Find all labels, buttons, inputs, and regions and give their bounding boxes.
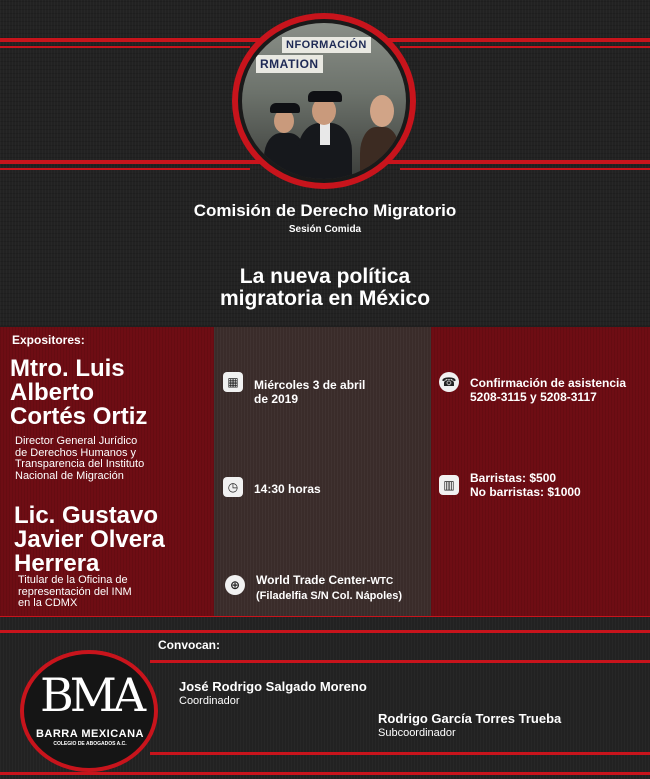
- officer-shirt: [320, 123, 330, 145]
- speaker-1-name-line-2: Alberto: [10, 379, 94, 406]
- cost-info: [470, 471, 581, 499]
- speaker-1-name-line-1: Mtro. Luis: [10, 355, 125, 382]
- speaker-1-name: [10, 357, 147, 429]
- phone-icon: ☎: [439, 372, 459, 392]
- traveler-figure: [360, 127, 400, 179]
- speaker-2-role-line-2: representación del INM: [18, 585, 132, 598]
- event-title-line-2: migratoria en México: [219, 287, 431, 310]
- side-fine-print: [638, 430, 648, 610]
- event-place-line-2: (Filadelfia S/N Col. Nápoles): [256, 590, 403, 602]
- coordinator-name: José Rodrigo Salgado Moreno: [179, 679, 367, 694]
- subcoordinator-role: Subcoordinador: [378, 727, 456, 739]
- speaker-2-name-line-1: Lic. Gustavo: [14, 502, 159, 529]
- speakers-label: Expositores:: [12, 333, 85, 347]
- event-date-line-1: Miércoles 3 de abril: [254, 378, 366, 392]
- calendar-icon: ▦: [223, 372, 243, 392]
- immigration-officers-photo: [242, 23, 406, 179]
- photo-sign-2: RMATION: [256, 55, 323, 73]
- coordinator-role: Coordinador: [179, 695, 240, 707]
- top-red-line-thin-right: [400, 46, 650, 48]
- traveler-head: [370, 95, 394, 127]
- bottom-red-line-5: [0, 772, 650, 775]
- speaker-2-role-line-1: Titular de la Oficina de: [18, 574, 128, 586]
- cost-members: Barristas: $500: [470, 471, 557, 485]
- bottom-red-line-3: [150, 660, 650, 663]
- convocan-label: Convocan:: [158, 638, 221, 652]
- speaker-2-role-line-3: en la CDMX: [18, 597, 78, 609]
- event-date: [254, 378, 365, 406]
- building-icon: ▥: [439, 475, 459, 495]
- officer-cap-1: [270, 103, 300, 113]
- speaker-2-role: [18, 575, 213, 610]
- convoca-subcoordinator: [378, 711, 561, 739]
- speaker-2-name: [14, 504, 165, 576]
- rsvp-line-1: Confirmación de asistencia: [470, 376, 627, 390]
- bottom-red-line-4: [150, 752, 650, 755]
- event-place-name: World Trade Center-: [256, 573, 371, 587]
- session-subtitle: Sesión Comida: [288, 224, 362, 235]
- event-place: [256, 573, 402, 603]
- event-time: 14:30 horas: [254, 482, 321, 496]
- event-title: [0, 266, 650, 310]
- mid-red-line-thin-right: [400, 168, 650, 170]
- rsvp-info: [470, 376, 626, 404]
- logo-name: BARRA MEXICANA: [35, 728, 145, 740]
- speaker-1-role-line-4: Nacional de Migración: [15, 469, 124, 482]
- clock-icon: ◷: [223, 477, 243, 497]
- speaker-2-name-line-3: Herrera: [14, 550, 100, 577]
- cost-non-members: No barristas: $1000: [470, 485, 581, 499]
- speaker-1-role-line-3: Transparencia del Instituto: [15, 458, 145, 470]
- officer-cap-2: [308, 91, 342, 102]
- mid-red-line-thin-left: [0, 168, 250, 170]
- speaker-1-name-line-3: Cortés Ortiz: [10, 403, 148, 430]
- speaker-2-name-line-2: Javier Olvera: [14, 526, 165, 553]
- event-title-line-1: La nueva política: [239, 265, 411, 288]
- rsvp-phones: 5208-3115 y 5208-3117: [470, 390, 597, 404]
- speaker-1-role: [15, 436, 210, 482]
- subcoordinator-name: Rodrigo García Torres Trueba: [378, 711, 562, 726]
- speaker-1-role-line-2: de Derechos Humanos y: [15, 446, 137, 459]
- globe-icon: ⊕: [225, 575, 245, 595]
- commission-title: Comisión de Derecho Migratorio: [193, 201, 457, 220]
- bma-logo: BMA: [40, 668, 143, 722]
- photo-circle: [232, 13, 416, 189]
- bottom-red-line-2: [0, 630, 650, 633]
- top-red-line-thin-left: [0, 46, 250, 48]
- speaker-1-role-line-1: Director General Jurídico: [15, 435, 138, 447]
- photo-sign-1: NFORMACIÓN: [282, 37, 371, 53]
- logo-subtitle: COLEGIO DE ABOGADOS A.C.: [53, 741, 127, 747]
- event-place-suffix: WTC: [370, 576, 394, 587]
- event-date-line-2: de 2019: [254, 392, 299, 406]
- event-place-line-1: [256, 573, 402, 589]
- convoca-coordinator: [179, 679, 367, 707]
